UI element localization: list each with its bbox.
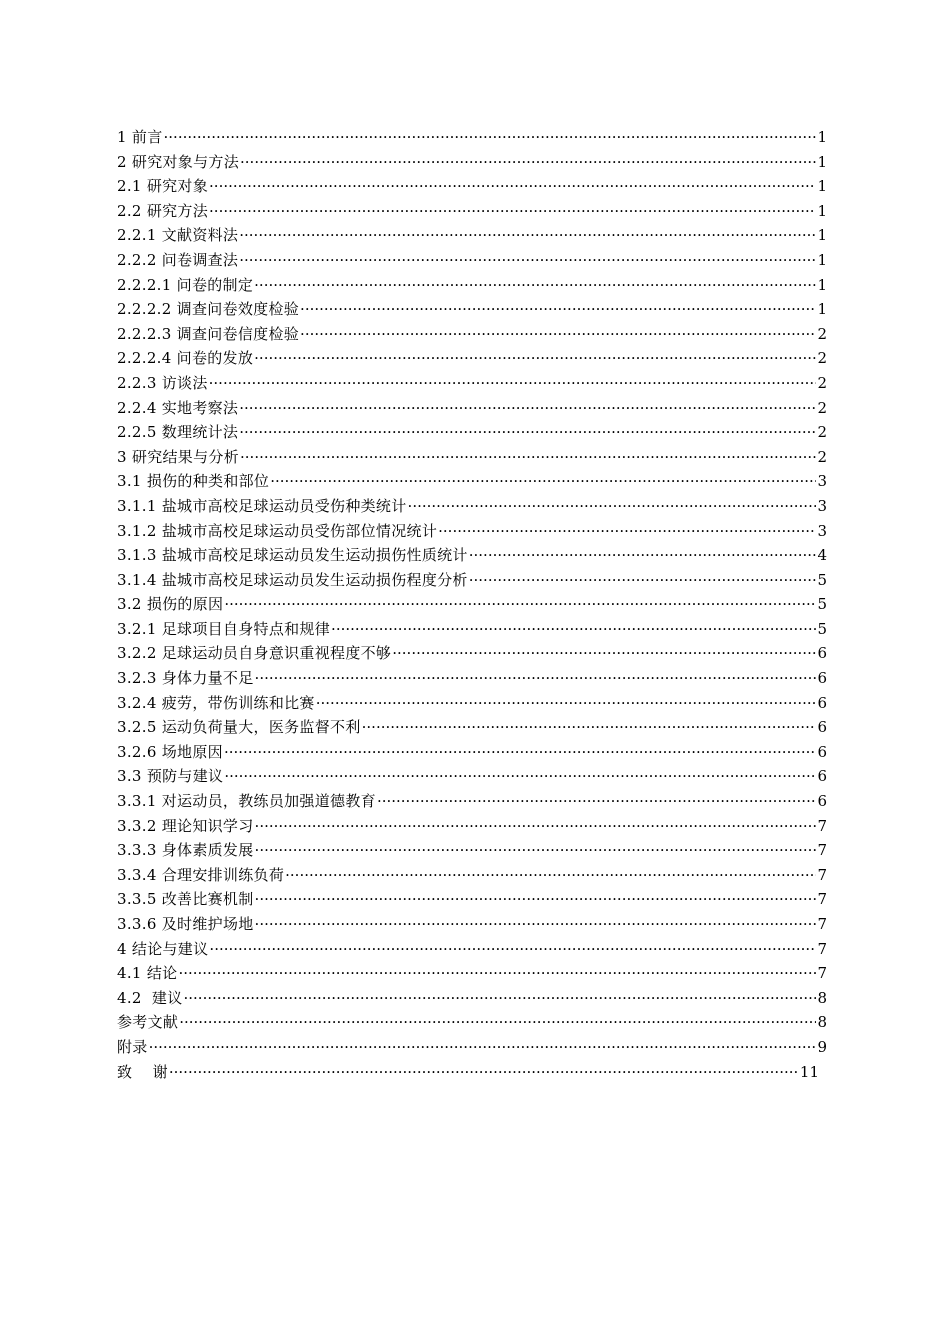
toc-entry-title: 3.2.2 足球运动员自身意识重视程度不够 [117,644,392,663]
toc-entry[interactable] [117,248,827,273]
toc-entry-page: 6 [817,792,827,811]
toc-dot-leader [285,863,816,888]
toc-entry[interactable] [117,125,827,150]
toc-entry[interactable] [117,297,827,322]
toc-dot-leader [224,592,816,617]
toc-entry[interactable] [117,1060,827,1085]
toc-dot-leader [178,961,816,986]
toc-entry-page: 4 [817,546,827,565]
toc-dot-leader [438,519,816,544]
toc-entry-page: 8 [817,988,827,1007]
toc-entry-title: 2.1 研究对象 [117,177,209,196]
toc-entry[interactable] [117,519,827,544]
toc-entry[interactable] [117,961,827,986]
toc-dot-leader [270,469,816,494]
toc-entry-title: 3.3.1 对运动员，教练员加强道德教育 [117,792,376,811]
toc-dot-leader [209,174,816,199]
toc-entry-page: 2 [817,447,827,466]
toc-entry-page: 1 [817,201,827,220]
toc-entry-page: 11 [799,1062,819,1081]
toc-dot-leader [316,691,816,716]
toc-entry-title: 2.2.2 问卷调查法 [117,250,239,269]
toc-entry-page: 6 [817,644,827,663]
toc-entry[interactable] [117,887,827,912]
toc-entry[interactable] [117,691,827,716]
toc-entry[interactable] [117,814,827,839]
toc-entry-page: 2 [817,373,827,392]
toc-entry[interactable] [117,1035,827,1060]
toc-entry[interactable] [117,322,827,347]
toc-entry[interactable] [117,838,827,863]
toc-dot-leader [239,396,816,421]
toc-entry-page: 8 [817,1013,827,1032]
toc-entry-page: 2 [817,349,827,368]
toc-dot-leader [255,838,816,863]
toc-entry-title: 3.3.4 合理安排训练负荷 [117,865,285,884]
toc-entry-page: 1 [817,128,827,146]
toc-entry[interactable] [117,937,827,962]
toc-dot-leader [240,445,816,470]
toc-entry[interactable] [117,986,827,1011]
toc-dot-leader [149,1035,816,1060]
toc-entry[interactable] [117,617,827,642]
toc-entry[interactable] [117,420,827,445]
toc-entry[interactable] [117,445,827,470]
toc-entry[interactable] [117,199,827,224]
toc-entry[interactable] [117,1010,827,1035]
toc-entry-title: 3.3.5 改善比赛机制 [117,890,254,909]
toc-entry-page: 7 [817,964,827,983]
toc-entry-page: 7 [817,939,827,958]
toc-entry-title: 2.2.2.3 调查问卷信度检验 [117,324,300,343]
toc-dot-leader [469,568,816,593]
toc-dot-leader [377,789,816,814]
toc-entry-page: 7 [817,915,827,933]
toc-entry-title: 3.2 损伤的原因 [117,595,224,614]
toc-entry-title: 2.2.2.4 问卷的发放 [117,349,254,368]
toc-entry-title: 2.2 研究方法 [117,201,209,220]
toc-entry-page: 1 [817,152,827,171]
toc-entry[interactable] [117,764,827,789]
toc-entry-title: 3.1 损伤的种类和部位 [117,472,270,491]
toc-entry[interactable] [117,912,827,937]
toc-entry[interactable] [117,715,827,740]
toc-entry-title: 3.1.4 盐城市高校足球运动员发生运动损伤程度分析 [117,570,468,589]
toc-entry-page: 3 [817,472,827,491]
toc-entry-title: 2 研究对象与方法 [117,152,240,171]
toc-dot-leader [239,248,816,273]
toc-entry[interactable] [117,740,827,765]
toc-entry[interactable] [117,666,827,691]
toc-entry-title: 致 谢 [117,1062,168,1081]
toc-entry-title: 4.1 结论 [117,964,178,983]
toc-entry[interactable] [117,469,827,494]
toc-entry-title: 3.2.5 运动负荷量大，医务监督不利 [117,718,361,737]
toc-dot-leader [224,740,816,765]
toc-dot-leader [300,297,816,322]
toc-entry-title: 3.2.1 足球项目自身特点和规律 [117,619,331,638]
toc-entry-title: 2.2.4 实地考察法 [117,398,239,417]
toc-entry[interactable] [117,568,827,593]
toc-entry-page: 1 [817,177,827,196]
toc-entry[interactable] [117,641,827,666]
toc-entry-page: 9 [817,1037,827,1056]
toc-entry-page: 3 [817,521,827,540]
toc-entry[interactable] [117,150,827,175]
toc-entry-title: 3.3.6 及时维护场地 [117,915,254,933]
toc-entry-title: 3 研究结果与分析 [117,447,240,466]
toc-entry-page: 5 [817,619,827,638]
toc-entry-title: 3.3.2 理论知识学习 [117,816,254,835]
toc-entry-page: 7 [817,890,827,909]
toc-dot-leader [169,1060,799,1085]
toc-entry-page: 6 [817,669,827,688]
toc-entry-title: 2.2.1 文献资料法 [117,226,239,245]
toc-entry-page: 7 [817,865,827,884]
table-of-contents [117,125,827,1084]
toc-entry-title: 4 结论与建议 [117,939,209,958]
toc-entry-page: 6 [817,767,827,786]
toc-entry[interactable] [117,346,827,371]
toc-entry-title: 2.2.5 数理统计法 [117,423,239,442]
toc-entry-page: 1 [817,250,827,269]
toc-entry-title: 3.3 预防与建议 [117,767,224,786]
toc-dot-leader [255,814,816,839]
toc-entry-page: 2 [817,398,827,417]
toc-entry[interactable] [117,789,827,814]
toc-dot-leader [239,420,816,445]
toc-entry-title: 2.2.3 访谈法 [117,373,208,392]
toc-entry-title: 3.2.3 身体力量不足 [117,669,254,688]
toc-dot-leader [254,346,816,371]
toc-entry-page: 1 [817,300,827,319]
toc-entry-title: 2.2.2.2 调查问卷效度检验 [117,300,300,319]
toc-dot-leader [469,543,816,568]
toc-entry-title: 4.2 建议 [117,988,183,1007]
toc-dot-leader [255,887,816,912]
toc-entry-title: 1 前言 [117,128,163,146]
toc-entry[interactable] [117,543,827,568]
toc-dot-leader [179,1010,816,1035]
toc-dot-leader [209,371,816,396]
toc-dot-leader [331,617,816,642]
toc-entry-page: 1 [817,275,827,294]
toc-entry-title: 3.1.2 盐城市高校足球运动员受伤部位情况统计 [117,521,438,540]
toc-entry-title: 参考文献 [117,1013,179,1032]
toc-entry[interactable] [117,273,827,298]
toc-entry-page: 5 [817,570,827,589]
toc-entry-page: 7 [817,841,827,860]
toc-entry-page: 2 [817,423,827,442]
toc-entry[interactable] [117,863,827,888]
toc-entry[interactable] [117,174,827,199]
toc-entry[interactable] [117,371,827,396]
toc-entry-title: 3.2.6 场地原因 [117,742,223,761]
toc-dot-leader [392,641,816,666]
toc-entry-title: 2.2.2.1 问卷的制定 [117,275,254,294]
toc-entry-page: 3 [817,496,827,515]
toc-dot-leader [255,666,816,691]
toc-dot-leader [224,764,816,789]
toc-entry-page: 6 [817,718,827,737]
toc-entry-page: 1 [817,226,827,245]
toc-dot-leader [239,223,816,248]
toc-dot-leader [209,199,816,224]
toc-entry-page: 6 [817,742,827,761]
toc-entry-title: 3.3.3 身体素质发展 [117,841,254,860]
toc-dot-leader [184,986,817,1011]
toc-dot-leader [255,912,816,937]
toc-entry[interactable] [117,223,827,248]
toc-dot-leader [254,273,816,298]
toc-entry-page: 7 [817,816,827,835]
toc-entry[interactable] [117,592,827,617]
toc-dot-leader [240,150,816,175]
toc-dot-leader [209,937,816,962]
toc-entry-title: 3.1.1 盐城市高校足球运动员受伤种类统计 [117,496,407,515]
toc-dot-leader [164,125,816,150]
toc-dot-leader [408,494,816,519]
toc-entry-page: 6 [817,693,827,712]
toc-entry-title: 3.2.4 疲劳，带伤训练和比赛 [117,693,315,712]
toc-entry[interactable] [117,494,827,519]
toc-dot-leader [300,322,816,347]
toc-entry-title: 3.1.3 盐城市高校足球运动员发生运动损伤性质统计 [117,546,468,565]
toc-entry-page: 2 [817,324,827,343]
toc-dot-leader [362,715,816,740]
toc-entry-title: 附录 [117,1037,148,1056]
toc-entry[interactable] [117,396,827,421]
toc-entry-page: 5 [817,595,827,614]
